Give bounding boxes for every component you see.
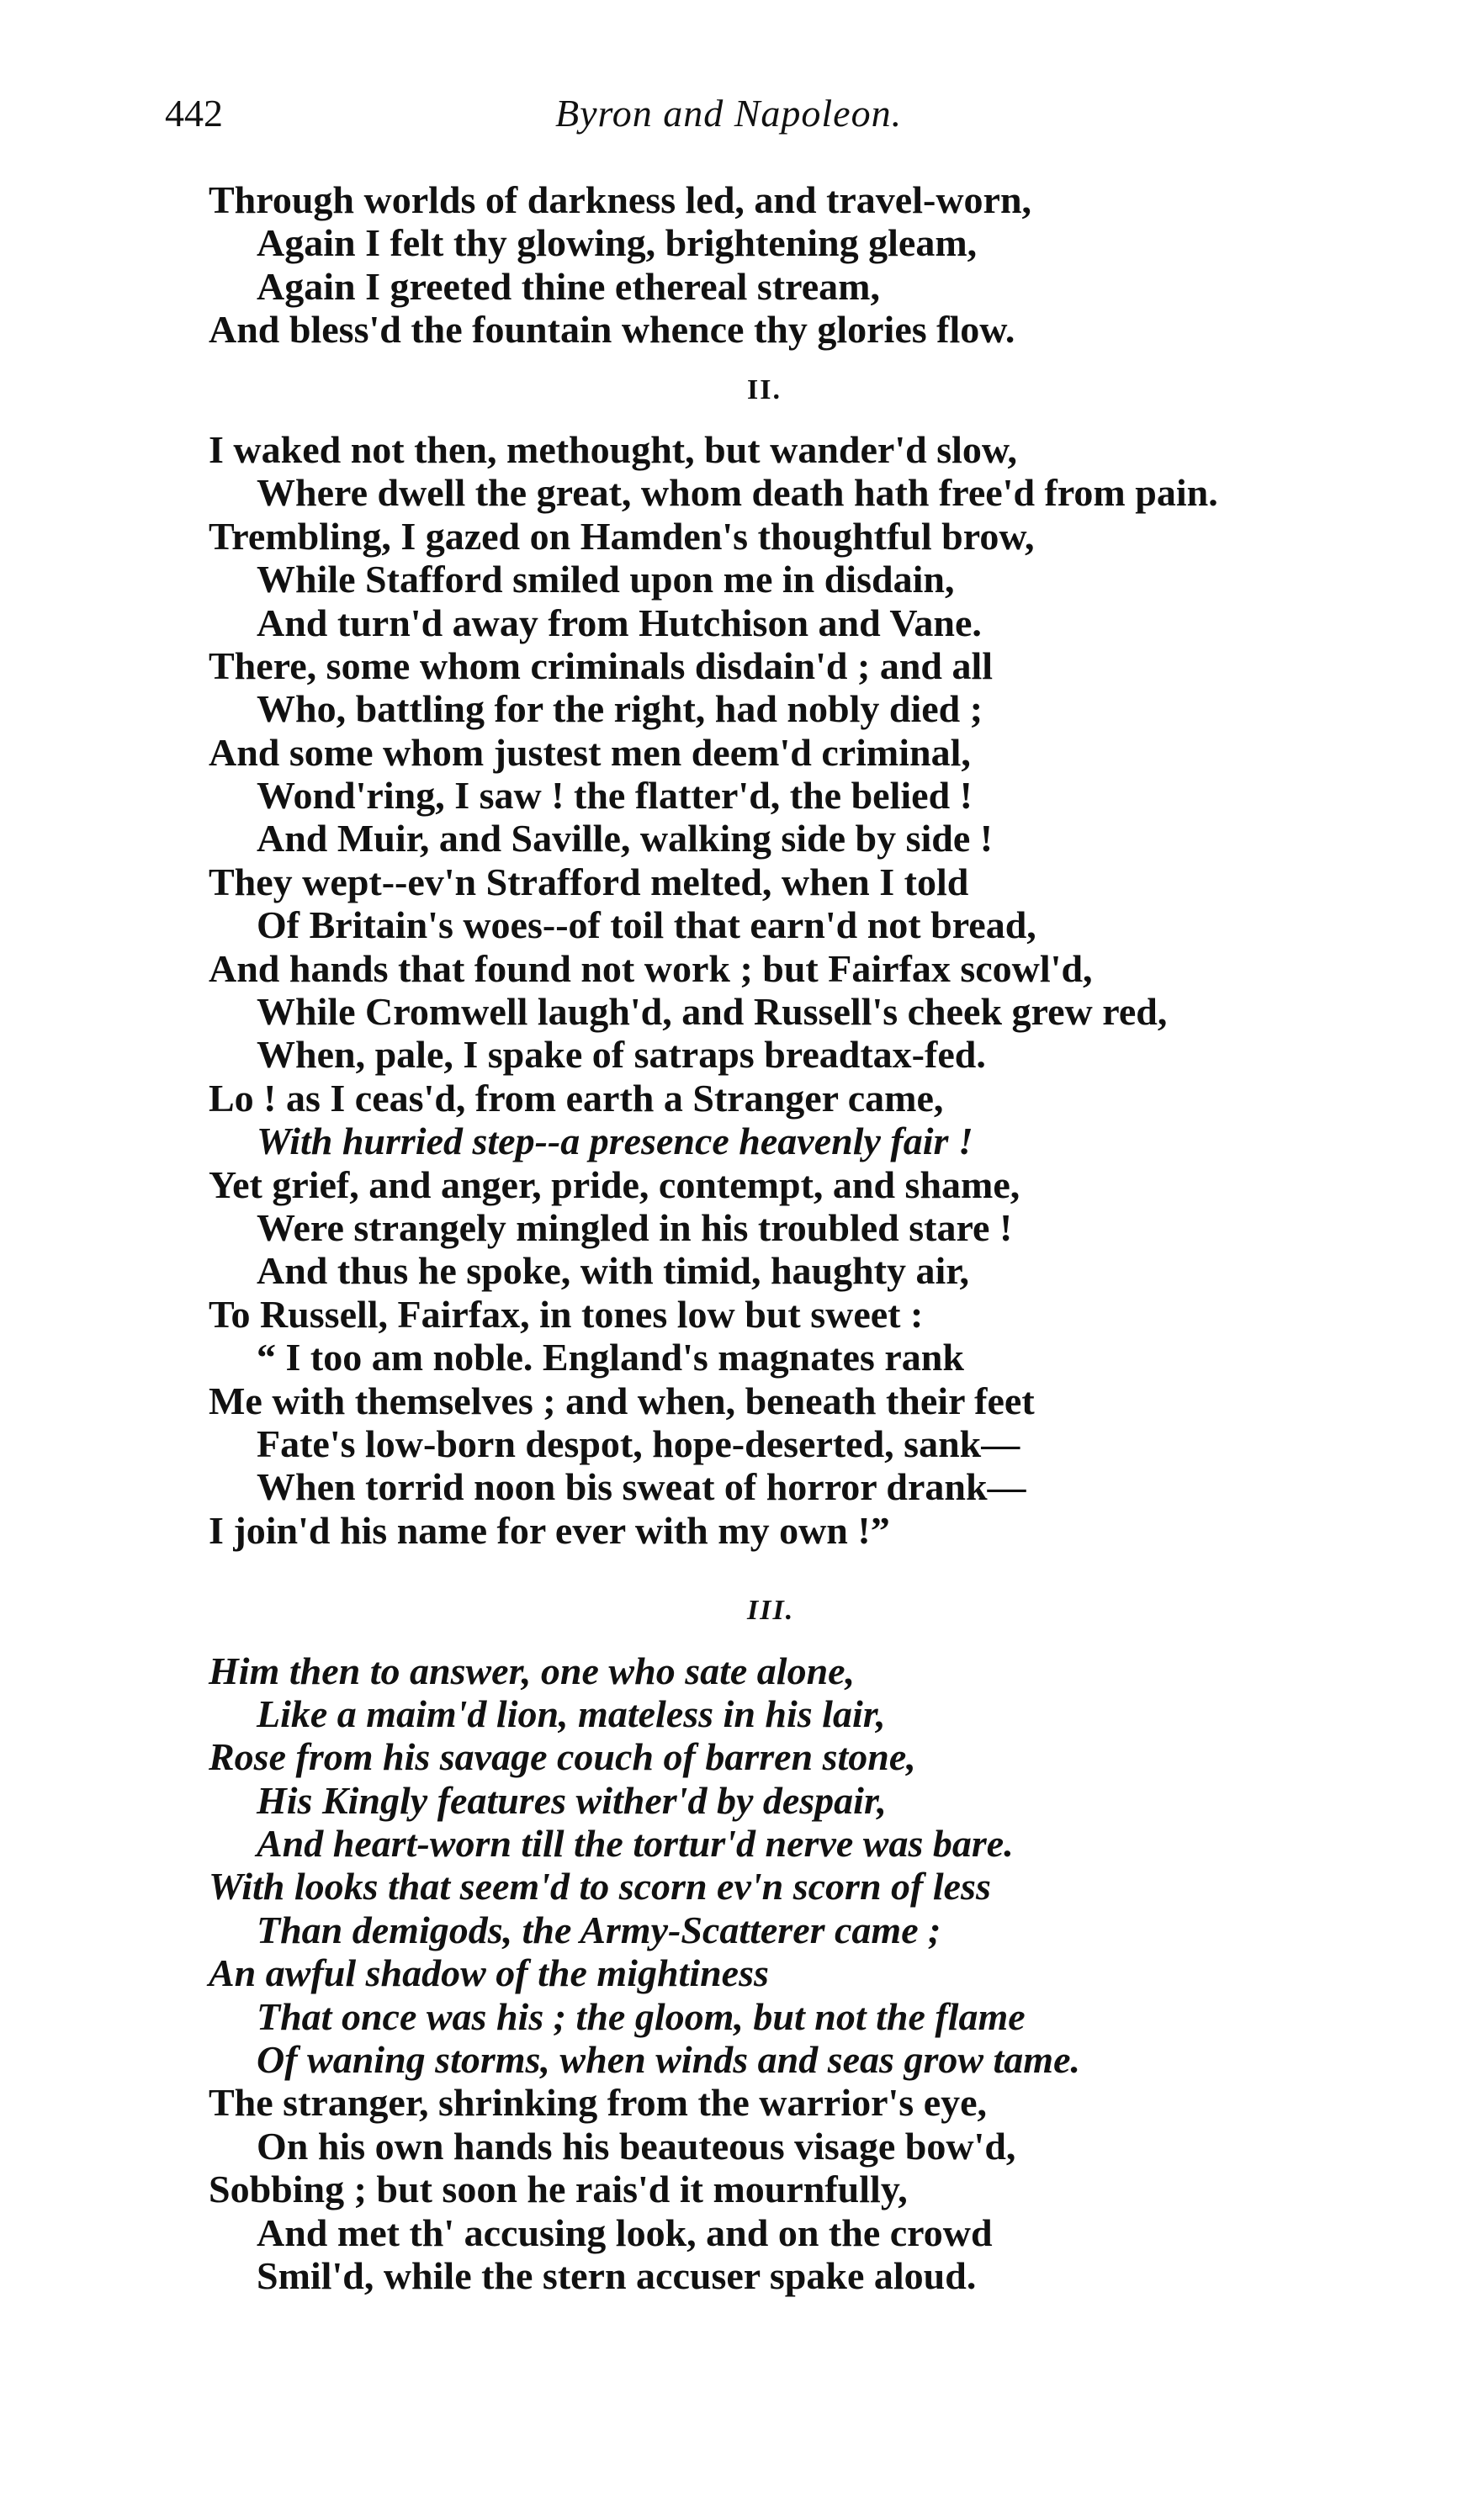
verse-line: And bless'd the fountain whence thy glories flow.	[209, 308, 1015, 352]
verse-line: An awful shadow of the mightiness	[209, 1951, 769, 1995]
section-numeral: II.	[747, 373, 782, 405]
verse-line: Smil'd, while the stern accuser spake aloud.	[257, 2253, 977, 2297]
verse-line: Of Britain's woes--of toil that earn'd not bread,	[257, 903, 1036, 947]
verse-line: Sobbing ; but soon he rais'd it mournfully,	[209, 2168, 908, 2211]
page-number: 442	[165, 92, 223, 135]
running-head: Byron and Napoleon.	[555, 92, 903, 135]
verse-line: On his own hands his beauteous visage bow'd,	[257, 2124, 1016, 2168]
verse-line: Were strangely mingled in his troubled stare !	[257, 1205, 1013, 1249]
verse-line: Again I greeted thine ethereal stream,	[257, 264, 880, 308]
verse-line: And heart-worn till the tortur'd nerve was bare.	[257, 1822, 1014, 1866]
verse-line: When, pale, I spake of satraps breadtax-fed.	[257, 1033, 986, 1077]
verse-line: Yet grief, and anger, pride, contempt, and shame,	[209, 1162, 1020, 1206]
verse-line: Where dwell the great, whom death hath free'd from pain.	[257, 471, 1218, 515]
verse-line: Fate's low-born despot, hope-deserted, sank—	[257, 1421, 1020, 1465]
verse-line: Trembling, I gazed on Hamden's thoughtful brow,	[209, 514, 1035, 558]
section-numeral: III.	[747, 1595, 795, 1627]
verse-line: Again I felt thy glowing, brightening gleam,	[257, 221, 978, 265]
verse-line: Him then to answer, one who sate alone,	[209, 1649, 856, 1692]
verse-line: When torrid noon bis sweat of horror drank—	[257, 1465, 1026, 1509]
verse-line: Of waning storms, when winds and seas grow tame.	[257, 2038, 1081, 2082]
verse-line: Lo ! as I ceas'd, from earth a Stranger came,	[209, 1076, 944, 1120]
verse-line: “ I too am noble. England's magnates rank	[257, 1336, 964, 1379]
verse-line: With hurried step--a presence heavenly fair !	[257, 1120, 973, 1163]
verse-line: Through worlds of darkness led, and travel-worn,	[209, 178, 1032, 221]
verse-line: Rose from his savage couch of barren stone,	[209, 1735, 916, 1779]
verse-line: While Cromwell laugh'd, and Russell's cheek grew red,	[257, 990, 1168, 1034]
verse-line: I join'd his name for ever with my own !”	[209, 1508, 890, 1552]
verse-line: Wond'ring, I saw ! the flatter'd, the belied !	[257, 774, 973, 818]
poem-body	[209, 178, 1429, 2297]
verse-line: While Stafford smiled upon me in disdain,	[257, 558, 955, 601]
verse-line: Like a maim'd lion, mateless in his lair,	[257, 1691, 886, 1735]
verse-line: The stranger, shrinking from the warrior's eye,	[209, 2081, 988, 2125]
verse-line: Than demigods, the Army-Scatterer came ;	[257, 1908, 941, 1951]
verse-line: Me with themselves ; and when, beneath their feet	[209, 1379, 1035, 1422]
verse-line: And met th' accusing look, and on the crowd	[257, 2210, 993, 2254]
verse-line: There, some whom criminals disdain'd ; and all	[209, 643, 994, 687]
verse-line: With looks that seem'd to scorn ev'n scorn of less	[209, 1865, 991, 1909]
verse-line: And some whom justest men deem'd criminal,	[209, 730, 971, 774]
page-header	[165, 91, 1006, 141]
verse-line: His Kingly features wither'd by despair,	[257, 1778, 887, 1822]
verse-line: I waked not then, methought, but wander'd slow,	[209, 427, 1018, 471]
verse-line: To Russell, Fairfax, in tones low but sweet :	[209, 1292, 924, 1336]
verse-line: Who, battling for the right, had nobly died ;	[257, 687, 983, 731]
verse-line: And thus he spoke, with timid, haughty air,	[257, 1249, 969, 1293]
verse-line: And turn'd away from Hutchison and Vane.	[257, 601, 982, 644]
verse-line: They wept--ev'n Strafford melted, when I told	[209, 860, 969, 903]
verse-line: And hands that found not work ; but Fairfax scowl'd,	[209, 946, 1093, 990]
verse-line: And Muir, and Saville, walking side by side !	[257, 817, 994, 860]
verse-line: That once was his ; the gloom, but not the flame	[257, 1994, 1026, 2038]
